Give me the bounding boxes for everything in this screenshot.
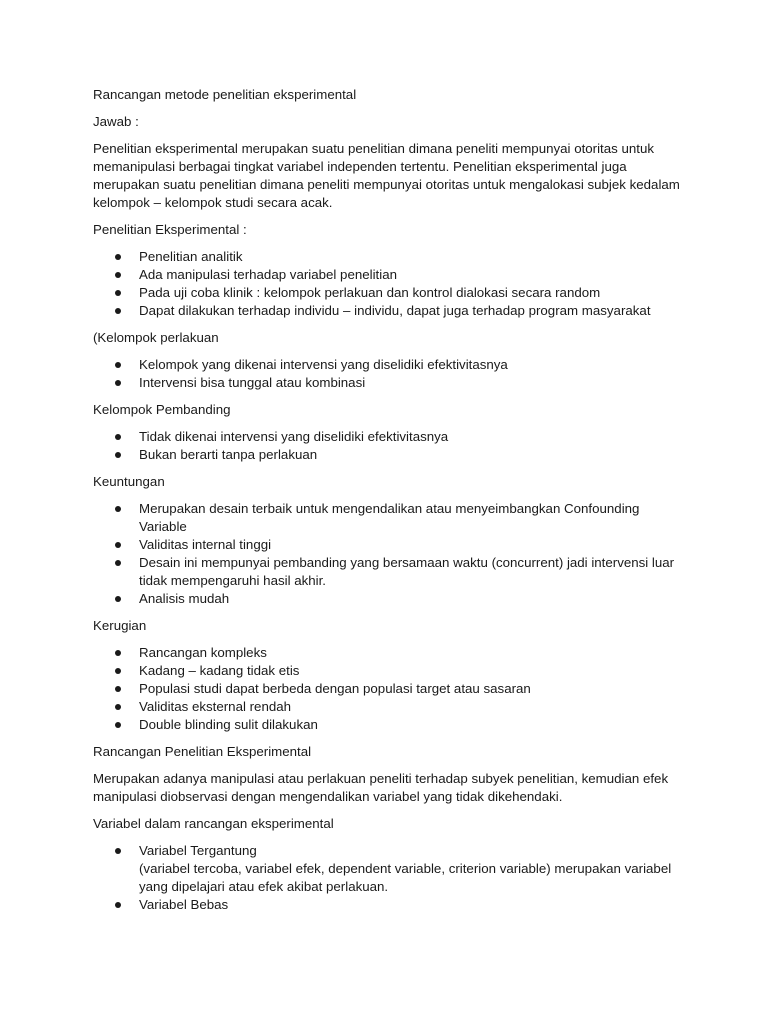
text-line: Merupakan desain terbaik untuk mengendalikan atau menyeimbangkan Confounding [139,501,640,516]
list-item: Tidak dikenai intervensi yang diselidiki efektivitasnya [93,428,683,446]
section-heading: Keuntungan [93,474,165,489]
bullet-list [93,248,683,320]
list-item: Rancangan kompleks [93,644,683,662]
list-item: Bukan berarti tanpa perlakuan [93,446,683,464]
text-line: memanipulasi berbagai tingkat variabel independen tertentu. Penelitian eksperimental juga [93,159,627,174]
bullet-list [93,644,683,734]
text-line: Variabel Bebas [139,897,229,912]
list-item: Double blinding sulit dilakukan [93,716,683,734]
section-heading: Penelitian Eksperimental : [93,222,247,237]
text-line: manipulasi diobservasi dengan mengendalikan variabel yang tidak dikehendaki. [93,789,563,804]
bullet-list [93,500,683,608]
list-item [93,500,683,536]
text-line: Penelitian eksperimental merupakan suatu penelitian dimana peneliti mempunyai otoritas untuk [93,141,655,156]
list-item: Validitas eksternal rendah [93,698,683,716]
section-heading: Variabel dalam rancangan eksperimental [93,816,334,831]
section-paragraph [93,770,683,806]
text-line: yang dipelajari atau efek akibat perlakuan. [139,879,389,894]
list-item [93,842,683,896]
intro-paragraph [93,140,683,212]
text-line: Variable [139,519,187,534]
list-item: Kadang – kadang tidak etis [93,662,683,680]
list-item: Populasi studi dapat berbeda dengan populasi target atau sasaran [93,680,683,698]
list-item [93,536,683,554]
section-heading: Rancangan Penelitian Eksperimental [93,744,312,759]
bullet-list [93,356,683,392]
bullet-list [93,842,683,914]
list-item: Ada manipulasi terhadap variabel penelitian [93,266,683,284]
section-heading: Kelompok Pembanding [93,402,231,417]
text-line: Desain ini mempunyai pembanding yang bersamaan waktu (concurrent) jadi intervensi luar [139,555,675,570]
list-item: Kelompok yang dikenai intervensi yang diselidiki efektivitasnya [93,356,683,374]
list-item: Penelitian analitik [93,248,683,266]
text-line: merupakan suatu penelitian dimana peneliti mempunyai otoritas untuk mengalokasi subjek kedalam [93,177,680,192]
text-line: tidak mempengaruhi hasil akhir. [139,573,326,588]
text-line: Merupakan adanya manipulasi atau perlakuan peneliti terhadap subyek penelitian, kemudian efek [93,771,669,786]
list-item [93,554,683,590]
document-body [93,86,683,923]
text-line: Validitas internal tinggi [139,537,272,552]
text-line: kelompok – kelompok studi secara acak. [93,195,333,210]
text-line: Analisis mudah [139,591,230,606]
text-line: Variabel Tergantung [139,843,257,858]
answer-label: Jawab : [93,114,139,129]
document-title: Rancangan metode penelitian eksperimental [93,87,357,102]
list-item [93,896,683,914]
text-line: (variabel tercoba, variabel efek, dependent variable, criterion variable) merupakan variabel [139,861,672,876]
list-item: Pada uji coba klinik : kelompok perlakuan dan kontrol dialokasi secara random [93,284,683,302]
bullet-list [93,428,683,464]
list-item: Intervensi bisa tunggal atau kombinasi [93,374,683,392]
list-item: Dapat dilakukan terhadap individu – individu, dapat juga terhadap program masyarakat [93,302,683,320]
section-heading: (Kelompok perlakuan [93,330,219,345]
list-item [93,590,683,608]
section-heading: Kerugian [93,618,147,633]
